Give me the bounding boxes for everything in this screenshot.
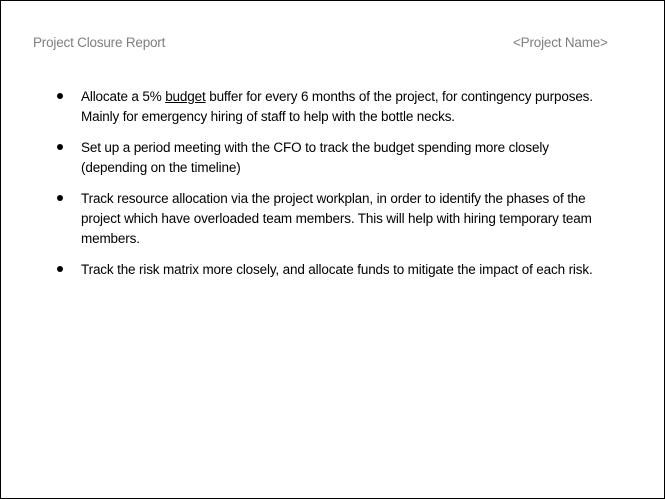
bullet-text-segment: buffer for every 6 months of the project, for contingency purposes. Mainly for emergency hiring of staff to help with the bottle necks. — [81, 89, 593, 124]
bullet-icon — [57, 93, 63, 99]
bullet-text-segment: Track resource allocation via the project workplan, in order to identify the phases of the project which have overloaded team members. This will help with hiring temporary team members. — [81, 191, 592, 246]
project-name-placeholder: <Project Name> — [513, 35, 608, 50]
list-item — [57, 189, 617, 249]
bullet-icon — [57, 144, 63, 150]
report-title: Project Closure Report — [33, 35, 166, 50]
bullet-text-segment: Set up a period meeting with the CFO to track the budget spending more closely (depending on the timeline) — [81, 140, 549, 175]
bullet-icon — [57, 266, 63, 272]
bullet-text-segment: Allocate a 5% — [81, 89, 166, 104]
list-item — [57, 87, 617, 127]
list-item — [57, 138, 617, 178]
recommendations-list — [57, 87, 617, 291]
bullet-text-segment: Track the risk matrix more closely, and allocate funds to mitigate the impact of each risk. — [81, 262, 593, 277]
list-item — [57, 260, 617, 280]
bullet-icon — [57, 195, 63, 201]
underlined-word-budget: budget — [165, 89, 206, 104]
